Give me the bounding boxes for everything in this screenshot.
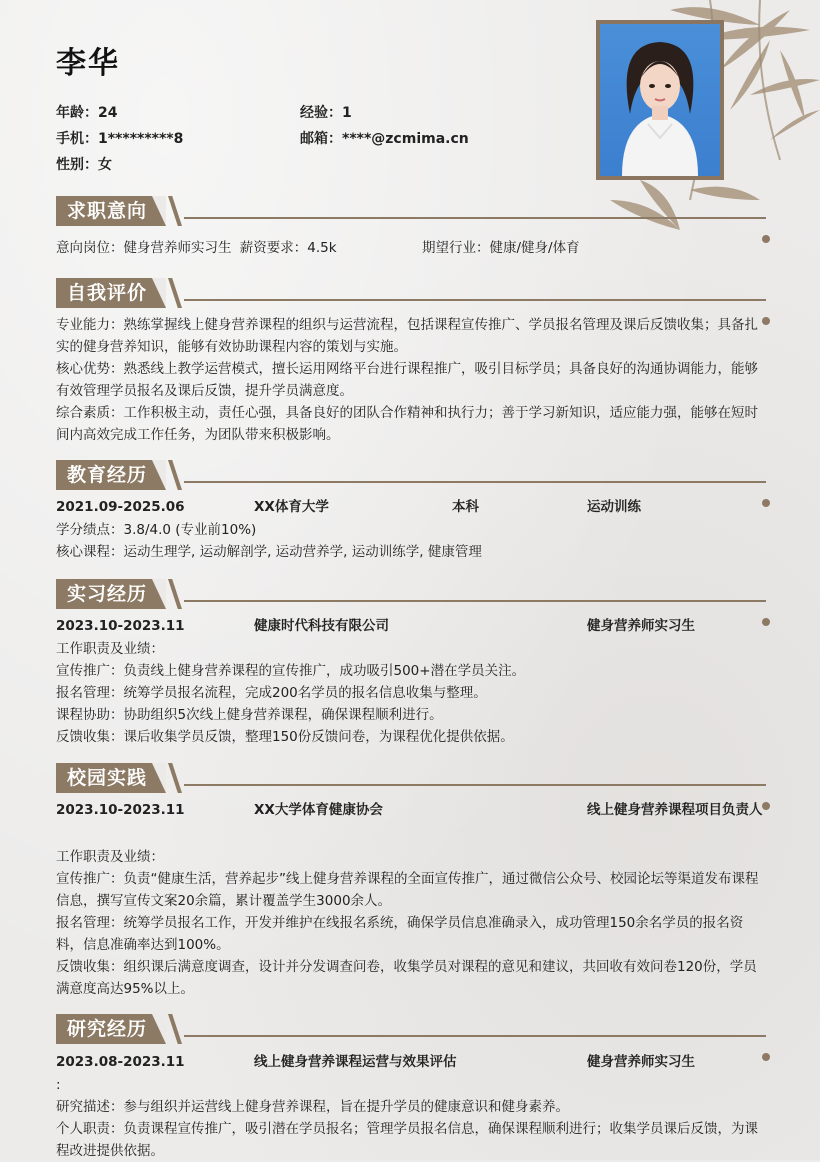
experience-field: 经验：1 (300, 105, 352, 121)
candidate-name: 李华 (56, 46, 120, 81)
internship-line: 课程协助：协助组织5次线上健身营养课程，确保课程顺利进行。 (56, 707, 443, 723)
internship-company: 健康时代科技有限公司 (254, 618, 389, 634)
section-title: 校园实践 (56, 763, 166, 793)
self-eval-line: 核心优势：熟悉线上教学运营模式，擅长运用网络平台进行课程推广，吸引目标学员；具备良好的沟通协调能力，能够有效管理学员报名及课后反馈，提升学员满意度。 (56, 361, 758, 399)
research-project: 线上健身营养课程运营与效果评估 (254, 1054, 457, 1070)
research-line: 个人职责：负责课程宣传推广，吸引潜在学员报名；管理学员报名信息，确保课程顺利进行；收集学员课后反馈，为课程改进提供依据。 (56, 1121, 758, 1159)
section-divider (184, 1035, 766, 1037)
education-date: 2021.09-2025.06 (56, 499, 185, 515)
section-title: 求职意向 (56, 196, 166, 226)
section-title: 实习经历 (56, 579, 166, 609)
profile-photo (600, 24, 720, 176)
intent-position: 意向岗位：健身营养师实习生 (56, 240, 232, 256)
research-line: 研究描述：参与组织并运营线上健身营养课程，旨在提升学员的健康意识和健身素养。 (56, 1099, 569, 1115)
age-field: 年龄：24 (56, 105, 118, 121)
research-row (56, 1051, 768, 1073)
research-body (56, 1074, 768, 1162)
gender-field: 性别：女 (56, 157, 112, 173)
section-header-intent (56, 196, 766, 226)
research-date: 2023.08-2023.11 (56, 1054, 185, 1070)
internship-line: 宣传推广：负责线上健身营养课程的宣传推广，成功吸引500+潜在学员关注。 (56, 663, 526, 679)
phone-field: 手机：1*********8 (56, 131, 184, 147)
intent-row (56, 237, 768, 259)
intent-salary: 薪资要求：4.5k (239, 240, 337, 256)
internship-line: 工作职责及业绩： (56, 641, 164, 657)
section-title: 自我评价 (56, 278, 166, 308)
section-title: 研究经历 (56, 1014, 166, 1044)
section-header-self-eval (56, 278, 766, 308)
internship-row (56, 615, 768, 637)
section-header-internship (56, 579, 766, 609)
education-major: 运动训练 (587, 499, 641, 515)
internship-date: 2023.10-2023.11 (56, 618, 185, 634)
education-degree: 本科 (452, 499, 479, 515)
internship-role: 健身营养师实习生 (587, 618, 695, 634)
campus-date: 2023.10-2023.11 (56, 802, 185, 818)
campus-body (56, 846, 768, 1000)
internship-line: 反馈收集：课后收集学员反馈，整理150份反馈问卷，为课程优化提供依据。 (56, 729, 514, 745)
self-eval-line: 专业能力：熟练掌握线上健身营养课程的组织与运营流程，包括课程宣传推广、学员报名管理及课后反馈收集；具备扎实的健身营养知识，能够有效协助课程内容的策划与实施。 (56, 317, 758, 355)
section-divider (184, 299, 766, 301)
intent-industry: 期望行业：健康/健身/体育 (422, 240, 580, 256)
campus-line: 反馈收集：组织课后满意度调查，设计并分发调查问卷，收集学员对课程的意见和建议，共回收有效问卷120份，学员满意度高达95%以上。 (56, 959, 757, 997)
campus-line: 报名管理：统筹学员报名工作，开发并维护在线报名系统，确保学员信息准确录入，成功管理150余名学员的报名资料，信息准确率达到100%。 (56, 915, 744, 953)
internship-body (56, 638, 768, 748)
section-divider (184, 600, 766, 602)
section-divider (184, 481, 766, 483)
campus-row (56, 799, 768, 843)
campus-line: 工作职责及业绩： (56, 849, 164, 865)
self-eval-body (56, 314, 768, 446)
internship-line: 报名管理：统筹学员报名流程，完成200名学员的报名信息收集与整理。 (56, 685, 487, 701)
email-field: 邮箱：****@zcmima.cn (300, 131, 469, 147)
education-gpa: 学分绩点：3.8/4.0 (专业前10%) (56, 522, 257, 538)
section-title: 教育经历 (56, 460, 166, 490)
profile-photo-frame (596, 20, 724, 180)
research-role: 健身营养师实习生 (587, 1054, 695, 1070)
education-body (56, 519, 768, 563)
campus-org: XX大学体育健康协会 (254, 802, 383, 818)
campus-role: 线上健身营养课程项目负责人 (587, 802, 763, 818)
research-line: : (56, 1077, 61, 1093)
education-school: XX体育大学 (254, 499, 329, 515)
section-divider (184, 784, 766, 786)
campus-line: 宣传推广：负责“健康生活，营养起步”线上健身营养课程的全面宣传推广，通过微信公众号、校园论坛等渠道发布课程信息，撰写宣传文案20余篇，累计覆盖学生3000余人。 (56, 871, 759, 909)
section-divider (184, 217, 766, 219)
education-row (56, 496, 768, 518)
education-courses: 核心课程：运动生理学, 运动解剖学, 运动营养学, 运动训练学, 健康管理 (56, 544, 482, 560)
section-header-research (56, 1014, 766, 1044)
self-eval-line: 综合素质：工作积极主动，责任心强，具备良好的团队合作精神和执行力；善于学习新知识，适应能力强，能够在短时间内高效完成工作任务，为团队带来积极影响。 (56, 405, 758, 443)
section-header-campus (56, 763, 766, 793)
section-header-education (56, 460, 766, 490)
